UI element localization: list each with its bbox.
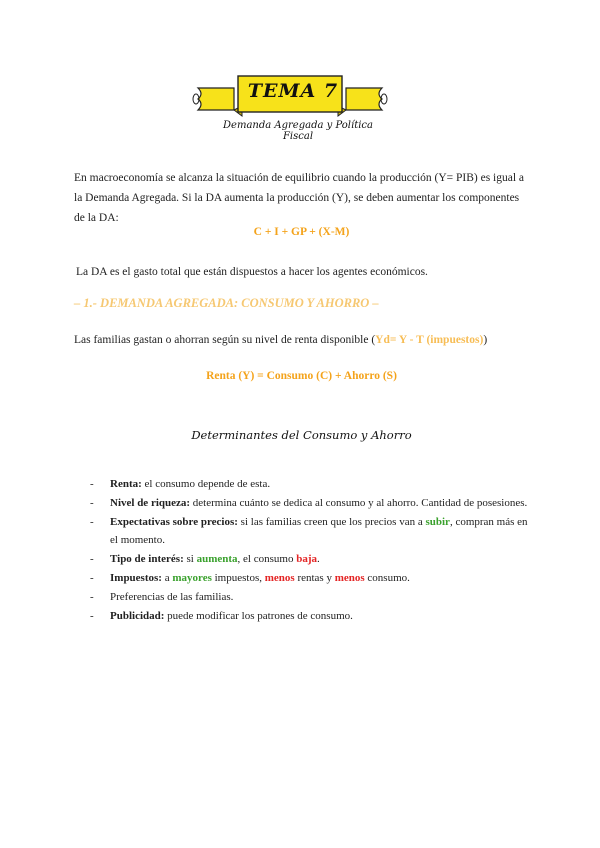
highlight-baja: baja [296, 553, 317, 565]
da-formula: C + I + GP + (X-M) [253, 226, 350, 238]
item-label: Expectativas sobre precios: [110, 516, 238, 528]
determinants-list [90, 475, 530, 626]
dash-bullet: - [90, 497, 94, 509]
item-label: Tipo de interés: [110, 553, 184, 565]
highlight-aumenta: aumenta [196, 553, 238, 565]
page-subtitle: Demanda Agregada y Política Fiscal [223, 120, 373, 142]
income-formula: Renta (Y) = Consumo (C) + Ahorro (S) [206, 370, 397, 382]
list-item [90, 513, 530, 549]
item-text: rentas y [294, 572, 335, 584]
item-label: Publicidad: [110, 610, 165, 622]
item-text: determina cuánto se dedica al consumo y al ahorro. Cantidad de posesiones. [190, 497, 528, 509]
dash-bullet: - [90, 478, 94, 490]
item-text: si las familias creen que los precios van a [237, 516, 426, 528]
da-definition: La DA es el gasto total que están dispuestos a hacer los agentes económicos. [76, 266, 428, 278]
item-text: , el consumo [237, 553, 297, 565]
item-label: Renta: [110, 478, 142, 490]
list-item [90, 569, 530, 587]
dash-bullet: - [90, 516, 94, 528]
item-text: consumo. [364, 572, 410, 584]
item-text: si [183, 553, 197, 565]
highlight-subir: subir [425, 516, 450, 528]
item-text: , compran más en el momento. [110, 516, 528, 546]
item-text: el consumo depende de esta. [141, 478, 271, 490]
item-text: . [317, 553, 320, 565]
dash-bullet: - [90, 572, 94, 584]
item-text: impuestos, [211, 572, 265, 584]
list-item [90, 475, 530, 493]
dash-bullet: - [90, 610, 94, 622]
dash-bullet: - [90, 553, 94, 565]
item-label: Impuestos: [110, 572, 162, 584]
highlight-mayores: mayores [172, 572, 212, 584]
section-paragraph [74, 330, 529, 350]
item-text: Preferencias de las familias. [110, 591, 234, 603]
highlight-menos: menos [264, 572, 295, 584]
item-text: a [161, 572, 173, 584]
intro-paragraph: En macroeconomía se alcanza la situación de equilibrio cuando la producción (Y= PIB) es igual a la Demanda Agregada. Si la DA aumenta la producción (Y), se deben aumentar los componentes de la DA: [74, 172, 525, 224]
list-item [90, 588, 530, 606]
highlight-menos: menos [334, 572, 365, 584]
list-item [90, 607, 530, 625]
section-text-before: Las familias gastan o ahorran según su nivel de renta disponible ( [74, 334, 376, 346]
dash-bullet: - [90, 591, 94, 603]
item-text: puede modificar los patrones de consumo. [164, 610, 353, 622]
determinants-title: Determinantes del Consumo y Ahorro [191, 428, 412, 442]
item-label: Nivel de riqueza: [110, 497, 191, 509]
list-item [90, 494, 530, 512]
section-heading: – 1.- DEMANDA AGREGADA: CONSUMO Y AHORRO – [74, 296, 379, 310]
disposable-income-formula: Yd= Y - T (impuestos) [375, 334, 484, 346]
page-title: TEMA 7 [247, 80, 339, 102]
section-text-after: ) [483, 334, 488, 346]
title-banner [190, 70, 390, 120]
list-item [90, 550, 530, 568]
